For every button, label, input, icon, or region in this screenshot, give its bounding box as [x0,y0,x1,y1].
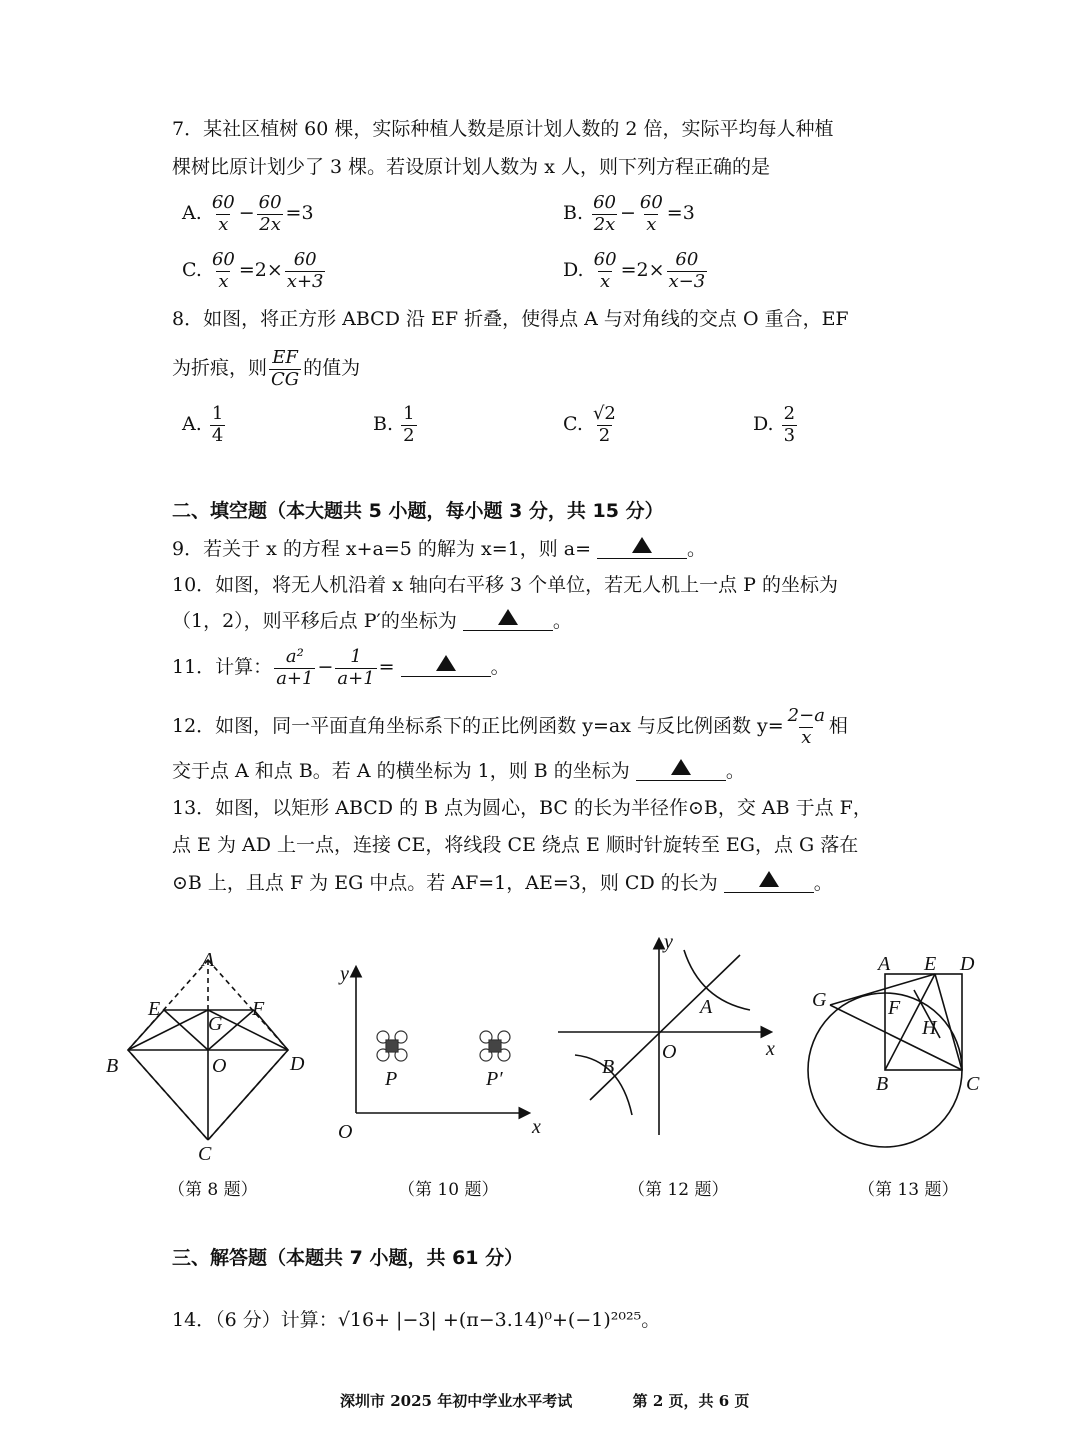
label-b: B [602,1056,615,1078]
q8-line2: 为折痕，则 $\frac{EF}{CG}$ 的值为 [172,347,361,390]
q7-option-d[interactable]: D. $\frac{60}{x}$ =2× $\frac{60}{x-3}$ [563,249,706,292]
label-x: x [532,1116,541,1138]
caption-q8: （第 8 题） [168,1180,258,1200]
option-label: B. [563,202,584,225]
label-b: B [106,1055,119,1077]
fraction: $\frac{√2}{2}$ [592,403,616,446]
fraction: $\frac{2}{3}$ [783,403,796,446]
q13-line3: ⊙B 上，且点 F 为 EG 中点。若 AF=1，AE=3，则 CD 的长为 。 [172,864,833,902]
label-d: D [290,1053,305,1075]
label-f: F [888,997,901,1019]
drone-icon-translated [480,1031,510,1061]
q13-line1: 13．如图，以矩形 ABCD 的 B 点为圆心，BC 的长为半径作⊙B，交 AB 于点 F， [172,797,872,819]
option-label: A. [182,202,202,225]
q7-option-b[interactable]: B. $\frac{60}{2x}$ − $\frac{60}{x}$ =3 [563,192,695,235]
q11: 11．计算： $\frac{\text{a²}}{a+1}$ − $\frac{1}{a+1}$ = 。 [172,646,510,689]
q14: 14．（6 分）计算：√16+ |−3| +(π−3.14)⁰+(−1)²⁰²⁵。 [172,1309,661,1331]
label-a: A [700,996,713,1018]
triangle-icon [671,759,691,775]
triangle-icon [498,609,518,625]
fraction: $\frac{60}{x}$ [593,249,617,292]
q8-option-d[interactable]: D. $\frac{2}{3}$ [753,403,796,446]
section-2-heading: 二、填空题（本大题共 5 小题，每小题 3 分，共 15 分） [172,500,664,522]
q8-option-c[interactable]: C. $\frac{√2}{2}$ [563,403,616,446]
fraction: $\frac{60}{2x}$ [258,192,282,235]
q7-option-c[interactable]: C. $\frac{60}{x}$ =2× $\frac{60}{x+3}$ [182,249,324,292]
label-a: A [878,953,891,975]
fraction: $\frac{1}{4}$ [211,403,224,446]
label-h: H [922,1017,937,1039]
q12-line1: 12．如图，同一平面直角坐标系下的正比例函数 y=ax 与反比例函数 y= $\frac{2-a}{x}$ 相 [172,705,848,748]
label-g: G [812,989,827,1011]
label-e: E [148,998,161,1020]
figure-q8-labels [106,949,305,1165]
label-o: O [212,1055,227,1077]
label-x: x [766,1038,775,1060]
caption-q10: （第 10 题） [398,1180,499,1200]
q14-expression: √16+ |−3| +(π−3.14)⁰+(−1)²⁰²⁵ [337,1309,642,1331]
label-o: O [338,1121,353,1143]
q7-line1: 7．某社区植树 60 棵，实际种植人数是原计划人数的 2 倍，实际平均每人种植 [172,118,834,140]
q7-option-a[interactable]: A. $\frac{60}{x}$ − $\frac{60}{2x}$ =3 [182,192,314,235]
triangle-icon [759,871,779,887]
q8-option-a[interactable]: A. $\frac{1}{4}$ [182,403,224,446]
q10-line2: （1，2），则平移后点 P′的坐标为 。 [172,602,572,640]
label-g: G [208,1013,223,1035]
q9: 9．若关于 x 的方程 x+a=5 的解为 x=1，则 a= 。 [172,530,706,568]
fraction: $\frac{60}{x}$ [211,249,235,292]
figure-q13 [795,945,995,1165]
caption-q13: （第 13 题） [858,1180,959,1200]
section-3-heading: 三、解答题（本题共 7 小题，共 61 分） [172,1247,524,1269]
answer-blank[interactable] [401,652,491,677]
fraction: $\frac{60}{2x}$ [593,192,616,235]
figure-q8 [95,945,325,1170]
option-label: C. [182,259,202,282]
page-footer [340,1390,749,1411]
q10-line1: 10．如图，将无人机沿着 x 轴向右平移 3 个单位，若无人机上一点 P 的坐标为 [172,574,839,596]
triangle-icon [436,655,456,671]
q12-line2: 交于点 A 和点 B。若 A 的横坐标为 1，则 B 的坐标为 。 [172,752,745,790]
q7-line2: 棵树比原计划少了 3 棵。若设原计划人数为 x 人，则下列方程正确的是 [172,156,770,178]
label-p-prime: P′ [486,1068,503,1090]
fraction: $\frac{60}{x}$ [211,192,235,235]
caption-q12: （第 12 题） [628,1180,729,1200]
fraction: $\frac{60}{x}$ [639,192,663,235]
label-a: A [202,949,215,971]
fraction: $\frac{60}{x-3}$ [668,249,706,292]
fraction: $\frac{\text{a²}}{a+1}$ [276,646,314,689]
exam-name: 深圳市 2025 年初中学业水平考试 [340,1392,573,1410]
label-c: C [966,1073,980,1095]
answer-blank[interactable] [636,756,726,781]
label-e: E [924,953,937,975]
label-d: D [960,953,975,975]
label-f: F [252,998,265,1020]
triangle-icon [632,537,652,553]
fraction: $\frac{1}{a+1}$ [337,646,375,689]
answer-blank[interactable] [724,868,814,893]
page-number: 第 2 页，共 6 页 [632,1392,750,1410]
option-label: D. [563,259,584,282]
fraction: $\frac{1}{2}$ [403,403,415,446]
figure-q12 [555,930,785,1145]
label-p: P [385,1068,398,1090]
q8-option-b[interactable]: B. $\frac{1}{2}$ [373,403,415,446]
label-c: C [198,1143,212,1165]
label-y: y [340,963,349,985]
label-o: O [662,1041,677,1063]
drone-icon [377,1031,407,1061]
fraction: $\frac{EF}{CG}$ [271,347,300,390]
label-y: y [664,931,673,953]
fraction: $\frac{2-a}{x}$ [787,705,825,748]
answer-blank[interactable] [463,606,553,631]
q8-line1: 8．如图，将正方形 ABCD 沿 EF 折叠，使得点 A 与对角线的交点 O 重合，EF [172,308,849,330]
label-b: B [876,1073,889,1095]
figure-q10 [330,955,550,1150]
answer-blank[interactable] [597,534,687,559]
fraction: $\frac{60}{x+3}$ [286,249,324,292]
q13-line2: 点 E 为 AD 上一点，连接 CE，将线段 CE 绕点 E 顺时针旋转至 EG，点 G 落在 [172,834,859,856]
